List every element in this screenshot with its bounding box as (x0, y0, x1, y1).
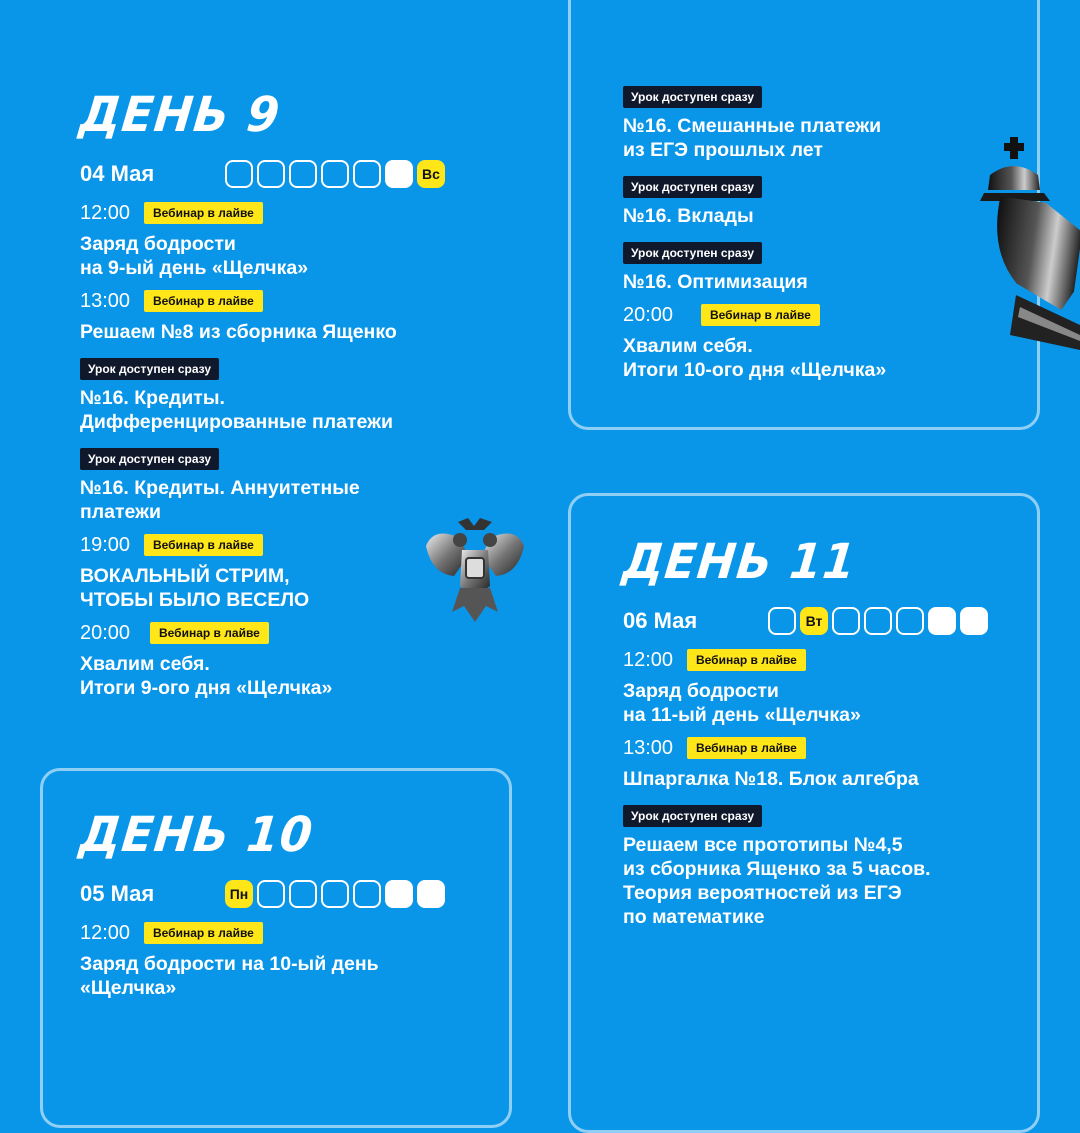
available-now-badge: Урок доступен сразу (80, 358, 219, 380)
weekday-box (832, 607, 860, 635)
day11-date: 06 Мая (623, 608, 698, 633)
event-time: 19:00 (80, 533, 131, 556)
available-now-badge: Урок доступен сразу (623, 176, 762, 198)
day9-title: ДЕНЬ 9 (77, 85, 283, 143)
weekday-box (321, 880, 349, 908)
event-time: 13:00 (80, 289, 131, 312)
live-badge: Вебинар в лайве (687, 649, 806, 671)
day10-title: ДЕНЬ 10 (77, 805, 316, 863)
day10-column (77, 805, 500, 1008)
day11-week (768, 607, 988, 635)
event-title: Заряд бодрости на 9-ый день «Щелчка» (80, 233, 309, 279)
event-title: Решаем №8 из сборника Ященко (80, 321, 397, 343)
weekday-box (768, 607, 796, 635)
weekday-box (896, 607, 924, 635)
event-title: Хвалим себя. Итоги 10-ого дня «Щелчка» (623, 335, 887, 381)
available-now-badge: Урок доступен сразу (623, 86, 762, 108)
event-time-row (623, 302, 1023, 328)
weekday-box (385, 880, 413, 908)
event-time: 13:00 (623, 736, 674, 759)
day10-date-row (80, 878, 500, 910)
weekday-box (353, 160, 381, 188)
event-title: Шпаргалка №18. Блок алгебра (623, 768, 919, 790)
day10-week (225, 880, 445, 908)
event-time: 12:00 (80, 921, 131, 944)
live-badge: Вебинар в лайве (144, 202, 263, 224)
event-title: №16. Оптимизация (623, 271, 808, 293)
event-title: Решаем все прототипы №4,5 из сборника Ященко за 5 часов. Теория вероятностей из ЕГЭ по математике (623, 834, 931, 928)
weekday-box (289, 160, 317, 188)
chess-king-icon (980, 135, 1080, 350)
event-time-row (80, 920, 500, 946)
weekday-box (257, 880, 285, 908)
weekday-box-current: Вт (800, 607, 828, 635)
day10-continuation-column (623, 80, 1023, 390)
event-title: №16. Смешанные платежи из ЕГЭ прошлых лет (623, 115, 882, 161)
day10-date: 05 Мая (80, 881, 155, 906)
weekday-box (321, 160, 349, 188)
event-time: 20:00 (80, 621, 131, 644)
live-badge: Вебинар в лайве (144, 922, 263, 944)
event-time: 20:00 (623, 303, 674, 326)
event-title: Хвалим себя. Итоги 9-ого дня «Щелчка» (80, 653, 333, 699)
weekday-box (225, 160, 253, 188)
available-now-badge: Урок доступен сразу (623, 242, 762, 264)
day9-week (225, 160, 445, 188)
event-title: №16. Кредиты. Дифференцированные платежи (80, 387, 393, 433)
event-time: 12:00 (80, 201, 131, 224)
event-time-row (623, 735, 1023, 761)
live-badge: Вебинар в лайве (687, 737, 806, 759)
available-now-badge: Урок доступен сразу (80, 448, 219, 470)
event-title: №16. Кредиты. Аннуитетные платежи (80, 477, 360, 523)
live-badge: Вебинар в лайве (150, 622, 269, 644)
weekday-box (960, 607, 988, 635)
live-badge: Вебинар в лайве (144, 290, 263, 312)
day9-date-row (80, 158, 520, 190)
weekday-box (385, 160, 413, 188)
double-headed-eagle-icon (424, 516, 526, 626)
weekday-box (289, 880, 317, 908)
event-title: Заряд бодрости на 10-ый день «Щелчка» (80, 953, 379, 999)
weekday-box (928, 607, 956, 635)
event-title: №16. Вклады (623, 205, 754, 227)
weekday-box (257, 160, 285, 188)
live-badge: Вебинар в лайве (701, 304, 820, 326)
weekday-box (417, 880, 445, 908)
weekday-box (353, 880, 381, 908)
event-time-row (80, 200, 520, 226)
day11-column (620, 532, 1023, 937)
day11-title: ДЕНЬ 11 (620, 532, 859, 590)
live-badge: Вебинар в лайве (144, 534, 263, 556)
weekday-box (864, 607, 892, 635)
event-time-row (80, 288, 520, 314)
event-title: ВОКАЛЬНЫЙ СТРИМ, ЧТОБЫ БЫЛО ВЕСЕЛО (80, 565, 310, 611)
available-now-badge: Урок доступен сразу (623, 805, 762, 827)
day9-date: 04 Мая (80, 161, 155, 186)
weekday-box-current: Вс (417, 160, 445, 188)
day11-date-row (623, 605, 1023, 637)
event-title: Заряд бодрости на 11-ый день «Щелчка» (623, 680, 861, 726)
weekday-box-current: Пн (225, 880, 253, 908)
event-time-row (623, 647, 1023, 673)
event-time: 12:00 (623, 648, 674, 671)
